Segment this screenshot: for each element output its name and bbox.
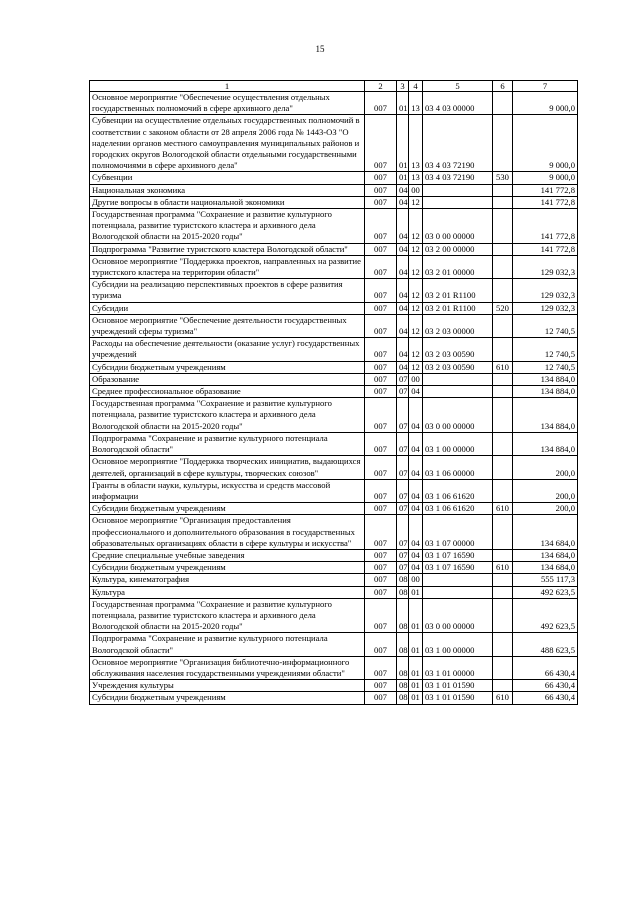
column-header: 5 — [423, 81, 493, 92]
amount-cell: 488 623,5 — [513, 633, 578, 656]
column-header: 4 — [409, 81, 423, 92]
section-code-cell: 01 — [397, 115, 409, 172]
section-code-cell: 04 — [397, 243, 409, 255]
target-article-cell: 03 0 00 00000 — [423, 398, 493, 433]
row-name-cell: Культура — [90, 586, 365, 598]
row-name-cell: Другие вопросы в области национальной экономики — [90, 196, 365, 208]
subsection-code-cell: 12 — [409, 209, 423, 244]
table-row — [90, 549, 578, 561]
amount-cell: 129 032,3 — [513, 255, 578, 278]
expense-type-cell — [493, 586, 513, 598]
section-code-cell: 07 — [397, 373, 409, 385]
section-code-cell: 07 — [397, 398, 409, 433]
table-row — [90, 243, 578, 255]
row-name-cell: Основное мероприятие "Обеспечение осуществления отдельных государственных полномочий в сфере архивного дела" — [90, 92, 365, 115]
table-header-row — [90, 81, 578, 92]
target-article-cell: 03 1 06 61620 — [423, 479, 493, 502]
amount-cell: 141 772,8 — [513, 209, 578, 244]
amount-cell: 555 117,3 — [513, 574, 578, 586]
ministry-code-cell: 007 — [365, 503, 397, 515]
row-name-cell: Субсидии бюджетным учреждениям — [90, 692, 365, 704]
table-row — [90, 279, 578, 302]
section-code-cell: 08 — [397, 692, 409, 704]
row-name-cell: Субсидии на реализацию перспективных проектов в сфере развития туризма — [90, 279, 365, 302]
section-code-cell: 04 — [397, 302, 409, 314]
ministry-code-cell: 007 — [365, 432, 397, 455]
section-code-cell: 07 — [397, 479, 409, 502]
expense-type-cell — [493, 184, 513, 196]
row-name-cell: Субсидии бюджетным учреждениям — [90, 361, 365, 373]
target-article-cell: 03 4 03 72190 — [423, 115, 493, 172]
ministry-code-cell: 007 — [365, 184, 397, 196]
target-article-cell: 03 2 03 00590 — [423, 361, 493, 373]
expense-type-cell: 530 — [493, 172, 513, 184]
row-name-cell: Основное мероприятие "Организация библиотечно-информационного обслуживания населения государственными учреждениями области" — [90, 656, 365, 679]
subsection-code-cell: 01 — [409, 598, 423, 633]
ministry-code-cell: 007 — [365, 243, 397, 255]
row-name-cell: Субвенции на осуществление отдельных государственных полномочий в соответствии с законом области от 28 апреля 2006 года № 1443-ОЗ "О наделении органов местного самоуправления муниципальных районов и городских округов Вологодской области отдельными государственными полномочиями в сфере архивного дела" — [90, 115, 365, 172]
target-article-cell: 03 1 01 00000 — [423, 656, 493, 679]
target-article-cell: 03 1 06 61620 — [423, 503, 493, 515]
row-name-cell: Основное мероприятие "Организация предоставления профессионального и дополнительного образования в государственных образовательных организациях области в сфере культуры и искусства" — [90, 515, 365, 550]
expense-type-cell: 520 — [493, 302, 513, 314]
target-article-cell: 03 2 01 R1100 — [423, 302, 493, 314]
target-article-cell: 03 4 03 72190 — [423, 172, 493, 184]
column-header: 6 — [493, 81, 513, 92]
amount-cell: 66 430,4 — [513, 692, 578, 704]
table-row — [90, 503, 578, 515]
expense-type-cell — [493, 456, 513, 479]
section-code-cell: 08 — [397, 586, 409, 598]
table-row — [90, 586, 578, 598]
section-code-cell: 04 — [397, 255, 409, 278]
subsection-code-cell: 12 — [409, 302, 423, 314]
expense-type-cell — [493, 680, 513, 692]
subsection-code-cell: 12 — [409, 279, 423, 302]
ministry-code-cell: 007 — [365, 456, 397, 479]
ministry-code-cell: 007 — [365, 398, 397, 433]
section-code-cell: 04 — [397, 196, 409, 208]
section-code-cell: 01 — [397, 172, 409, 184]
amount-cell: 141 772,8 — [513, 196, 578, 208]
budget-table — [89, 80, 578, 705]
expense-type-cell: 610 — [493, 361, 513, 373]
row-name-cell: Государственная программа "Сохранение и развитие культурного потенциала, развитие туристского кластера и архивного дела Вологодской области на 2015-2020 годы" — [90, 598, 365, 633]
ministry-code-cell: 007 — [365, 115, 397, 172]
table-row — [90, 633, 578, 656]
expense-type-cell — [493, 92, 513, 115]
section-code-cell: 04 — [397, 279, 409, 302]
row-name-cell: Расходы на обеспечение деятельности (оказание услуг) государственных учреждений — [90, 338, 365, 361]
amount-cell: 200,0 — [513, 456, 578, 479]
section-code-cell: 04 — [397, 184, 409, 196]
row-name-cell: Государственная программа "Сохранение и развитие культурного потенциала, развитие туристского кластера и архивного дела Вологодской области на 2015-2020 годы" — [90, 398, 365, 433]
target-article-cell — [423, 184, 493, 196]
subsection-code-cell: 04 — [409, 398, 423, 433]
table-row — [90, 338, 578, 361]
amount-cell: 9 000,0 — [513, 172, 578, 184]
expense-type-cell — [493, 633, 513, 656]
column-header: 1 — [90, 81, 365, 92]
subsection-code-cell: 13 — [409, 92, 423, 115]
table-row — [90, 386, 578, 398]
target-article-cell: 03 2 00 00000 — [423, 243, 493, 255]
row-name-cell: Основное мероприятие "Обеспечение деятельности государственных учреждений сферы туризма" — [90, 314, 365, 337]
section-code-cell: 04 — [397, 361, 409, 373]
ministry-code-cell: 007 — [365, 515, 397, 550]
row-name-cell: Подпрограмма "Сохранение и развитие культурного потенциала Вологодской области" — [90, 633, 365, 656]
table-row — [90, 515, 578, 550]
expense-type-cell — [493, 279, 513, 302]
table-row — [90, 479, 578, 502]
ministry-code-cell: 007 — [365, 586, 397, 598]
ministry-code-cell: 007 — [365, 361, 397, 373]
expense-type-cell — [493, 515, 513, 550]
column-header: 3 — [397, 81, 409, 92]
target-article-cell: 03 1 00 00000 — [423, 633, 493, 656]
ministry-code-cell: 007 — [365, 562, 397, 574]
amount-cell: 66 430,4 — [513, 656, 578, 679]
subsection-code-cell: 13 — [409, 172, 423, 184]
target-article-cell: 03 1 07 16590 — [423, 549, 493, 561]
target-article-cell: 03 4 03 00000 — [423, 92, 493, 115]
target-article-cell: 03 2 03 00000 — [423, 314, 493, 337]
table-row — [90, 209, 578, 244]
amount-cell: 134 884,0 — [513, 386, 578, 398]
ministry-code-cell: 007 — [365, 209, 397, 244]
ministry-code-cell: 007 — [365, 574, 397, 586]
amount-cell: 12 740,5 — [513, 314, 578, 337]
section-code-cell: 07 — [397, 562, 409, 574]
subsection-code-cell: 12 — [409, 255, 423, 278]
subsection-code-cell: 00 — [409, 373, 423, 385]
subsection-code-cell: 12 — [409, 243, 423, 255]
target-article-cell — [423, 574, 493, 586]
section-code-cell: 07 — [397, 432, 409, 455]
target-article-cell: 03 0 00 00000 — [423, 598, 493, 633]
target-article-cell: 03 1 06 00000 — [423, 456, 493, 479]
row-name-cell: Среднее профессиональное образование — [90, 386, 365, 398]
expense-type-cell — [493, 479, 513, 502]
table-row — [90, 398, 578, 433]
subsection-code-cell: 01 — [409, 680, 423, 692]
amount-cell: 141 772,8 — [513, 184, 578, 196]
section-code-cell: 07 — [397, 386, 409, 398]
ministry-code-cell: 007 — [365, 255, 397, 278]
expense-type-cell — [493, 115, 513, 172]
row-name-cell: Национальная экономика — [90, 184, 365, 196]
amount-cell: 492 623,5 — [513, 586, 578, 598]
subsection-code-cell: 13 — [409, 115, 423, 172]
expense-type-cell — [493, 209, 513, 244]
amount-cell: 134 884,0 — [513, 432, 578, 455]
table-row — [90, 255, 578, 278]
subsection-code-cell: 01 — [409, 656, 423, 679]
section-code-cell: 08 — [397, 574, 409, 586]
row-name-cell: Основное мероприятие "Поддержка проектов, направленных на развитие туристского кластера на территории области" — [90, 255, 365, 278]
section-code-cell: 04 — [397, 209, 409, 244]
amount-cell: 66 430,4 — [513, 680, 578, 692]
target-article-cell — [423, 373, 493, 385]
subsection-code-cell: 12 — [409, 314, 423, 337]
expense-type-cell — [493, 598, 513, 633]
table-row — [90, 196, 578, 208]
amount-cell: 141 772,8 — [513, 243, 578, 255]
table-row — [90, 432, 578, 455]
table-row — [90, 373, 578, 385]
subsection-code-cell: 01 — [409, 633, 423, 656]
table-row — [90, 172, 578, 184]
amount-cell: 134 684,0 — [513, 515, 578, 550]
expense-type-cell — [493, 386, 513, 398]
expense-type-cell — [493, 574, 513, 586]
table-row — [90, 598, 578, 633]
target-article-cell: 03 1 00 00000 — [423, 432, 493, 455]
target-article-cell: 03 2 01 00000 — [423, 255, 493, 278]
amount-cell: 12 740,5 — [513, 338, 578, 361]
expense-type-cell — [493, 656, 513, 679]
subsection-code-cell: 04 — [409, 515, 423, 550]
row-name-cell: Субвенции — [90, 172, 365, 184]
target-article-cell: 03 1 01 01590 — [423, 692, 493, 704]
subsection-code-cell: 04 — [409, 456, 423, 479]
amount-cell: 134 884,0 — [513, 398, 578, 433]
table-row — [90, 456, 578, 479]
target-article-cell — [423, 586, 493, 598]
subsection-code-cell: 00 — [409, 184, 423, 196]
ministry-code-cell: 007 — [365, 656, 397, 679]
section-code-cell: 07 — [397, 515, 409, 550]
ministry-code-cell: 007 — [365, 373, 397, 385]
target-article-cell: 03 2 01 R1100 — [423, 279, 493, 302]
target-article-cell — [423, 386, 493, 398]
table-row — [90, 184, 578, 196]
target-article-cell: 03 0 00 00000 — [423, 209, 493, 244]
row-name-cell: Культура, кинематография — [90, 574, 365, 586]
ministry-code-cell: 007 — [365, 386, 397, 398]
target-article-cell: 03 2 03 00590 — [423, 338, 493, 361]
section-code-cell: 08 — [397, 680, 409, 692]
subsection-code-cell: 01 — [409, 692, 423, 704]
subsection-code-cell: 04 — [409, 562, 423, 574]
column-header: 2 — [365, 81, 397, 92]
row-name-cell: Образование — [90, 373, 365, 385]
expense-type-cell — [493, 432, 513, 455]
section-code-cell: 04 — [397, 314, 409, 337]
ministry-code-cell: 007 — [365, 598, 397, 633]
amount-cell: 492 623,5 — [513, 598, 578, 633]
ministry-code-cell: 007 — [365, 479, 397, 502]
subsection-code-cell: 04 — [409, 432, 423, 455]
table-row — [90, 361, 578, 373]
subsection-code-cell: 00 — [409, 574, 423, 586]
ministry-code-cell: 007 — [365, 172, 397, 184]
subsection-code-cell: 12 — [409, 361, 423, 373]
amount-cell: 9 000,0 — [513, 92, 578, 115]
table-row — [90, 302, 578, 314]
ministry-code-cell: 007 — [365, 92, 397, 115]
expense-type-cell — [493, 243, 513, 255]
amount-cell: 129 032,3 — [513, 302, 578, 314]
amount-cell: 134 884,0 — [513, 373, 578, 385]
section-code-cell: 07 — [397, 549, 409, 561]
expense-type-cell — [493, 338, 513, 361]
amount-cell: 200,0 — [513, 479, 578, 502]
target-article-cell — [423, 196, 493, 208]
page-number: 15 — [315, 44, 325, 54]
subsection-code-cell: 01 — [409, 586, 423, 598]
table-row — [90, 574, 578, 586]
row-name-cell: Государственная программа "Сохранение и развитие культурного потенциала, развитие туристского кластера и архивного дела Вологодской области на 2015-2020 годы" — [90, 209, 365, 244]
section-code-cell: 01 — [397, 92, 409, 115]
ministry-code-cell: 007 — [365, 692, 397, 704]
expense-type-cell: 610 — [493, 562, 513, 574]
row-name-cell: Субсидии бюджетным учреждениям — [90, 562, 365, 574]
subsection-code-cell: 12 — [409, 338, 423, 361]
subsection-code-cell: 04 — [409, 503, 423, 515]
ministry-code-cell: 007 — [365, 633, 397, 656]
ministry-code-cell: 007 — [365, 549, 397, 561]
amount-cell: 129 032,3 — [513, 279, 578, 302]
amount-cell: 134 684,0 — [513, 562, 578, 574]
column-header: 7 — [513, 81, 578, 92]
row-name-cell: Основное мероприятие "Поддержка творческих инициатив, выдающихся деятелей, организаций в сфере культуры, творческих союзов" — [90, 456, 365, 479]
amount-cell: 12 740,5 — [513, 361, 578, 373]
table-body — [90, 92, 578, 705]
row-name-cell: Субсидии — [90, 302, 365, 314]
table-row — [90, 692, 578, 704]
subsection-code-cell: 04 — [409, 549, 423, 561]
section-code-cell: 07 — [397, 456, 409, 479]
section-code-cell: 08 — [397, 656, 409, 679]
subsection-code-cell: 04 — [409, 479, 423, 502]
ministry-code-cell: 007 — [365, 680, 397, 692]
section-code-cell: 08 — [397, 633, 409, 656]
section-code-cell: 04 — [397, 338, 409, 361]
expense-type-cell — [493, 373, 513, 385]
table-row — [90, 314, 578, 337]
row-name-cell: Гранты в области науки, культуры, искусства и средств массовой информации — [90, 479, 365, 502]
amount-cell: 200,0 — [513, 503, 578, 515]
table-row — [90, 680, 578, 692]
amount-cell: 9 000,0 — [513, 115, 578, 172]
target-article-cell: 03 1 01 01590 — [423, 680, 493, 692]
table-row — [90, 562, 578, 574]
expense-type-cell: 610 — [493, 503, 513, 515]
target-article-cell: 03 1 07 16590 — [423, 562, 493, 574]
row-name-cell: Подпрограмма "Развитие туристского кластера Вологодской области" — [90, 243, 365, 255]
amount-cell: 134 684,0 — [513, 549, 578, 561]
ministry-code-cell: 007 — [365, 302, 397, 314]
expense-type-cell — [493, 196, 513, 208]
ministry-code-cell: 007 — [365, 314, 397, 337]
table-row — [90, 115, 578, 172]
table-row — [90, 92, 578, 115]
expense-type-cell — [493, 549, 513, 561]
target-article-cell: 03 1 07 00000 — [423, 515, 493, 550]
row-name-cell: Учреждения культуры — [90, 680, 365, 692]
subsection-code-cell: 04 — [409, 386, 423, 398]
subsection-code-cell: 12 — [409, 196, 423, 208]
expense-type-cell — [493, 314, 513, 337]
ministry-code-cell: 007 — [365, 338, 397, 361]
expense-type-cell — [493, 398, 513, 433]
section-code-cell: 07 — [397, 503, 409, 515]
section-code-cell: 08 — [397, 598, 409, 633]
row-name-cell: Средние специальные учебные заведения — [90, 549, 365, 561]
expense-type-cell: 610 — [493, 692, 513, 704]
table-row — [90, 656, 578, 679]
expense-type-cell — [493, 255, 513, 278]
ministry-code-cell: 007 — [365, 279, 397, 302]
row-name-cell: Субсидии бюджетным учреждениям — [90, 503, 365, 515]
ministry-code-cell: 007 — [365, 196, 397, 208]
row-name-cell: Подпрограмма "Сохранение и развитие культурного потенциала Вологодской области" — [90, 432, 365, 455]
